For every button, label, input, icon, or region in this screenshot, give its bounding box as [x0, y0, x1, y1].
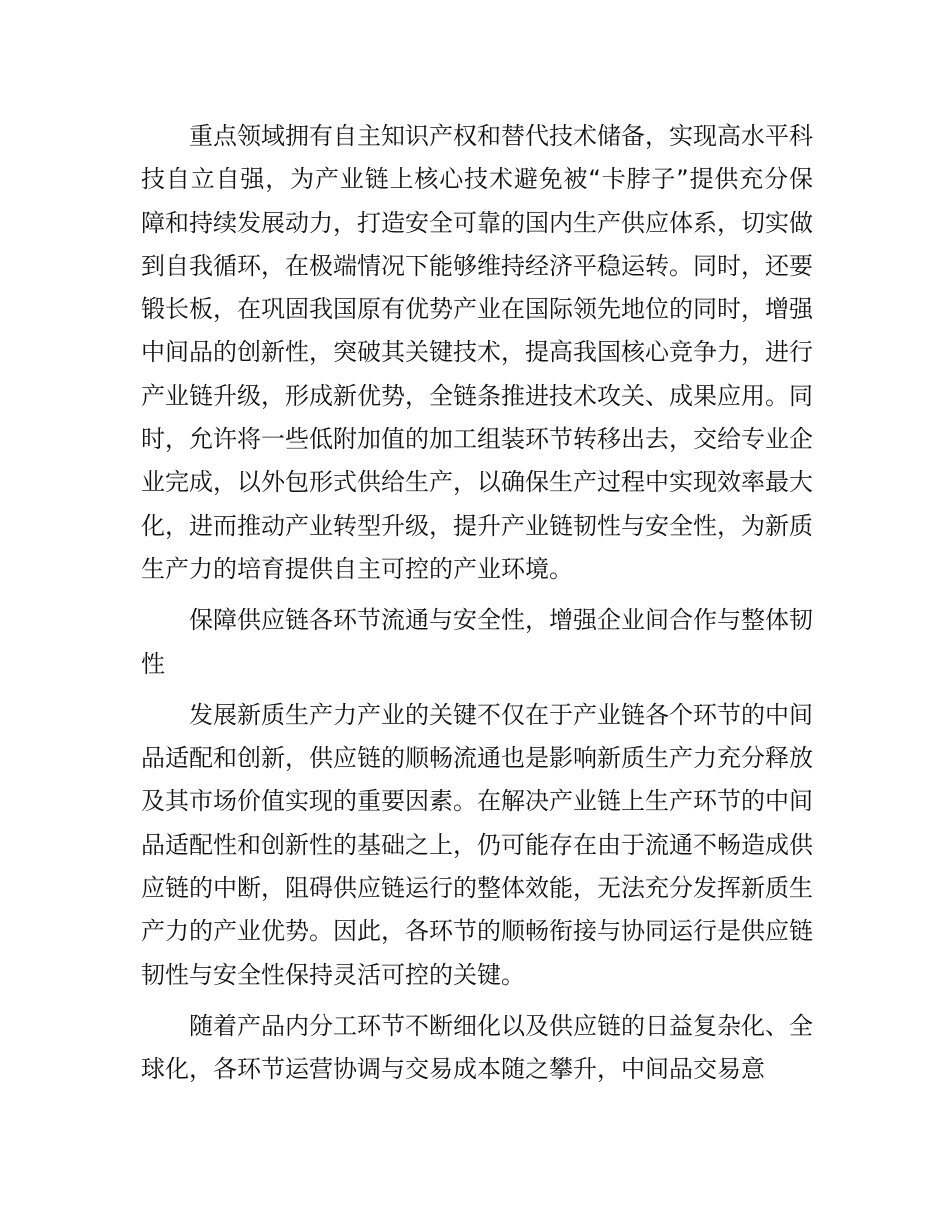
paragraph-division-of-labor: 随着产品内分工环节不断细化以及供应链的日益复杂化、全球化，各环节运营协调与交易成本随之攀升，中间品交易意 [141, 1011, 813, 1084]
document-body [141, 115, 813, 1100]
paragraph-supply-chain-flow: 发展新质生产力产业的关键不仅在于产业链各个环节的中间品适配和创新，供应链的顺畅流通也是影响新质生产力充分释放及其市场价值实现的重要因素。在解决产业链上生产环节的中间品适配性和创新性的基础之上，仍可能存在由于流通不畅造成供应链的中断，阻碍供应链运行的整体效能，无法充分发挥新质生产力的产业优势。因此，各环节的顺畅衔接与协同运行是供应链韧性与安全性保持灵活可控的关键。 [141, 700, 813, 989]
paragraph-supply-chain-heading: 保障供应链各环节流通与安全性，增强企业间合作与整体韧性 [141, 606, 813, 678]
paragraph-core-tech: 重点领域拥有自主知识产权和替代技术储备，实现高水平科技自立自强，为产业链上核心技术避免被“卡脖子”提供充分保障和持续发展动力，打造安全可靠的国内生产供应体系，切实做到自我循环，在极端情况下能够维持经济平稳运转。同时，还要锻长板，在巩固我国原有优势产业在国际领先地位的同时，增强中间品的创新性，突破其关键技术，提高我国核心竞争力，进行产业链升级，形成新优势，全链条推进技术攻关、成果应用。同时，允许将一些低附加值的加工组装环节转移出去，交给专业企业完成，以外包形式供给生产，以确保生产过程中实现效率最大化，进而推动产业转型升级，提升产业链韧性与安全性，为新质生产力的培育提供自主可控的产业环境。 [141, 122, 813, 583]
